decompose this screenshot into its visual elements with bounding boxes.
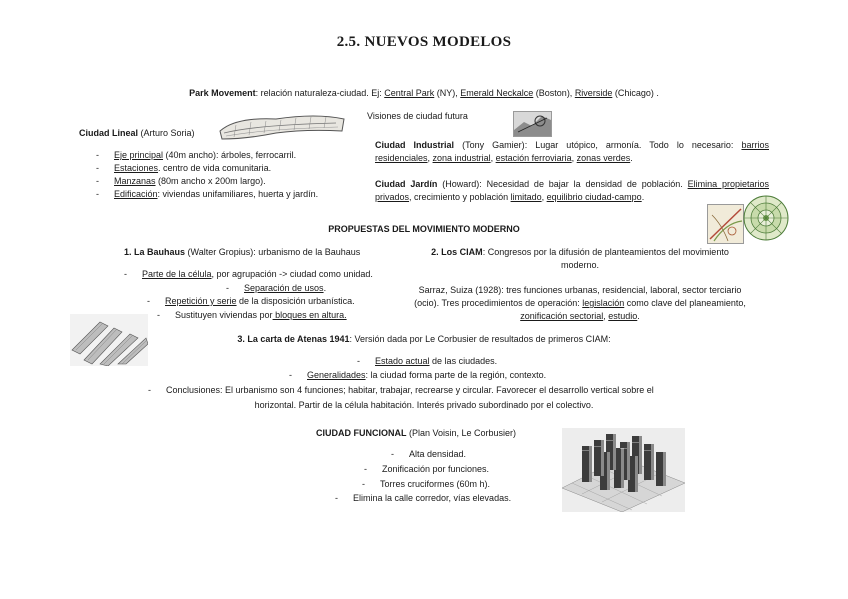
page-title: 2.5. NUEVOS MODELOS xyxy=(336,34,512,50)
park-text-1: (NY), xyxy=(434,88,461,98)
item-term: Estado actual xyxy=(375,356,430,366)
funcional-item-1: - Alta densidad. xyxy=(391,449,467,459)
item-term: Separación de usos xyxy=(244,283,324,293)
atenas-title: 3. La carta de Atenas 1941 xyxy=(237,334,350,344)
item-text: Sustituyen viviendas por xyxy=(175,310,273,320)
term: limitado xyxy=(510,192,542,202)
bauhaus-title: 1. La Bauhaus xyxy=(124,247,186,257)
visiones-caption: Visiones de ciudad futura xyxy=(367,111,468,121)
emerald-link: Emerald Neckalce xyxy=(460,88,534,98)
sep: . xyxy=(630,153,633,163)
atenas-text: : Versión dada por Le Corbusier de resultados de primeros CIAM: xyxy=(349,334,611,344)
term: estudio xyxy=(608,311,638,321)
item-text: . centro de vida comunitaria. xyxy=(158,163,272,173)
atenas-item-3-continued: horizontal. Partir de la célula habitación. Interés privado subordinado por el colectivo. xyxy=(254,400,594,410)
sep: , xyxy=(427,153,433,163)
funcional-item-2: - Zonificación por funciones. xyxy=(364,464,490,474)
park-movement-line xyxy=(0,87,848,100)
term: estación ferroviaria xyxy=(495,153,572,163)
industrial-author: (Tony Gamier) xyxy=(454,140,525,150)
atenas-heading xyxy=(0,333,848,346)
riverside-link: Riverside xyxy=(574,88,613,98)
item-text: Conclusiones: El urbanismo son 4 funciones; habitar, trabajar, recrearse y circular. Favorecer el desarrollo vertical sobre el xyxy=(166,385,654,395)
item-term: Manzanas xyxy=(114,176,156,186)
central-park-link: Central Park xyxy=(384,88,435,98)
ciam-sarraz-paragraph xyxy=(412,284,748,323)
bauhaus-item-3: - Repetición y serie de la disposición urbanística. xyxy=(147,296,355,306)
item-text: : viviendas unifamiliares, huerta y jardín. xyxy=(157,189,319,199)
industrial-text: : Lugar utópico, armonía. Todo lo necesario: xyxy=(524,140,742,150)
ciudad-funcional-heading xyxy=(316,427,516,440)
list-item xyxy=(96,149,318,162)
sep: , xyxy=(571,153,577,163)
sep: . xyxy=(637,311,640,321)
lineal-author: (Arturo Soria) xyxy=(138,128,195,138)
sep: . xyxy=(641,192,645,202)
dash: - xyxy=(96,176,99,186)
ciam-text: : Congresos por la difusión de planteamientos del movimiento moderno. xyxy=(482,247,729,270)
item-term: Parte de la célula xyxy=(142,269,212,279)
item-term: Estaciones xyxy=(114,163,159,173)
item-text: de las ciudades. xyxy=(429,356,498,366)
funcional-author: (Plan Voisin, Le Corbusier) xyxy=(406,428,517,438)
list-item xyxy=(96,175,318,188)
dash: - xyxy=(96,150,99,160)
term: legislación xyxy=(582,298,625,308)
lineal-title: Ciudad Lineal xyxy=(79,128,139,138)
bauhaus-author: (Walter Gropius) xyxy=(185,247,254,257)
list-item xyxy=(96,188,318,201)
funcional-item-3: - Torres cruciformes (60m h). xyxy=(362,479,491,489)
sep: , xyxy=(541,192,547,202)
funcional-title: CIUDAD FUNCIONAL xyxy=(316,428,407,438)
item-term: Repetición y serie xyxy=(165,296,237,306)
item-text: : la ciudad forma parte de la región, contexto. xyxy=(365,370,547,380)
sep: , xyxy=(603,311,609,321)
park-text-3: (Chicago) . xyxy=(612,88,659,98)
dash: - xyxy=(96,189,99,199)
ciam-sarraz-text: Sarraz, Suiza (1928): tres funciones urbanas, residencial, laboral, sector terciario (ocio). Tres procedimientos de operación: xyxy=(414,285,742,308)
propuestas-heading: PROPUESTAS DEL MOVIMIENTO MODERNO xyxy=(328,224,520,234)
funcional-item-4: - Elimina la calle corredor, vías elevadas. xyxy=(335,493,512,503)
atenas-item-1: - Estado actual de las ciudades. xyxy=(357,356,498,366)
bauhaus-heading xyxy=(124,246,360,259)
item-text: Zonificación por funciones. xyxy=(382,464,490,474)
jardin-title: Ciudad Jardín xyxy=(375,179,438,189)
item-term: bloques en altura. xyxy=(272,310,347,320)
sep: como clave del planeamiento, xyxy=(624,298,746,308)
item-text: (40m ancho): árboles, ferrocarril. xyxy=(163,150,297,160)
item-text: Torres cruciformes (60m h). xyxy=(380,479,491,489)
item-text: (80m ancho x 200m largo). xyxy=(155,176,266,186)
ciudad-lineal-image xyxy=(216,111,349,141)
bauhaus-item-2: - Separación de usos. xyxy=(226,283,327,293)
item-text: , por agrupación -> ciudad como unidad. xyxy=(211,269,373,279)
park-text-2: (Boston), xyxy=(533,88,575,98)
sep: , xyxy=(490,153,496,163)
term: Elimina propietarios privados xyxy=(375,179,769,202)
bauhaus-text: : urbanismo de la Bauhaus xyxy=(253,247,361,257)
item-text: . xyxy=(323,283,327,293)
term: zona industrial xyxy=(432,153,491,163)
ciam-title: 2. Los CIAM xyxy=(431,247,483,257)
industrial-title: Ciudad Industrial xyxy=(375,140,455,150)
plan-voisin-image xyxy=(562,428,685,512)
ciudad-lineal-heading xyxy=(79,127,195,140)
bauhaus-item-1: - Parte de la célula, por agrupación -> ciudad como unidad. xyxy=(124,269,373,279)
item-term: Edificación xyxy=(114,189,158,199)
term: equilibrio ciudad-campo xyxy=(546,192,642,202)
ciudad-lineal-list xyxy=(96,149,318,201)
list-item xyxy=(96,162,318,175)
item-text: de la disposición urbanística. xyxy=(236,296,355,306)
item-term: Generalidades xyxy=(307,370,366,380)
item-text: Alta densidad. xyxy=(409,449,467,459)
jardin-author: (Howard) xyxy=(437,179,480,189)
ciam-paragraph xyxy=(412,246,748,272)
term: zonas verdes xyxy=(576,153,631,163)
atenas-item-2: - Generalidades: la ciudad forma parte de la región, contexto. xyxy=(289,370,547,380)
dash: - xyxy=(96,163,99,173)
ciudad-jardin-paragraph xyxy=(375,178,769,204)
term: barrios residenciales xyxy=(375,140,769,163)
ciudad-futura-image xyxy=(513,111,552,137)
atenas-item-3: - Conclusiones: El urbanismo son 4 funciones; habitar, trabajar, recrearse y circular. Favorecer el desarrollo vertical sobre el xyxy=(148,385,654,395)
sep: , crecimiento y población xyxy=(409,192,511,202)
bauhaus-item-4: - Sustituyen viviendas por bloques en altura. xyxy=(157,310,347,320)
ciudad-industrial-paragraph xyxy=(375,139,769,165)
term: zonificación sectorial xyxy=(520,311,604,321)
jardin-text: : Necesidad de bajar la densidad de población. xyxy=(479,179,688,189)
item-term: Eje principal xyxy=(114,150,164,160)
item-text: Elimina la calle corredor, vías elevadas. xyxy=(353,493,512,503)
park-text: : relación naturaleza-ciudad. Ej: xyxy=(255,88,385,98)
park-heading: Park Movement xyxy=(189,88,256,98)
